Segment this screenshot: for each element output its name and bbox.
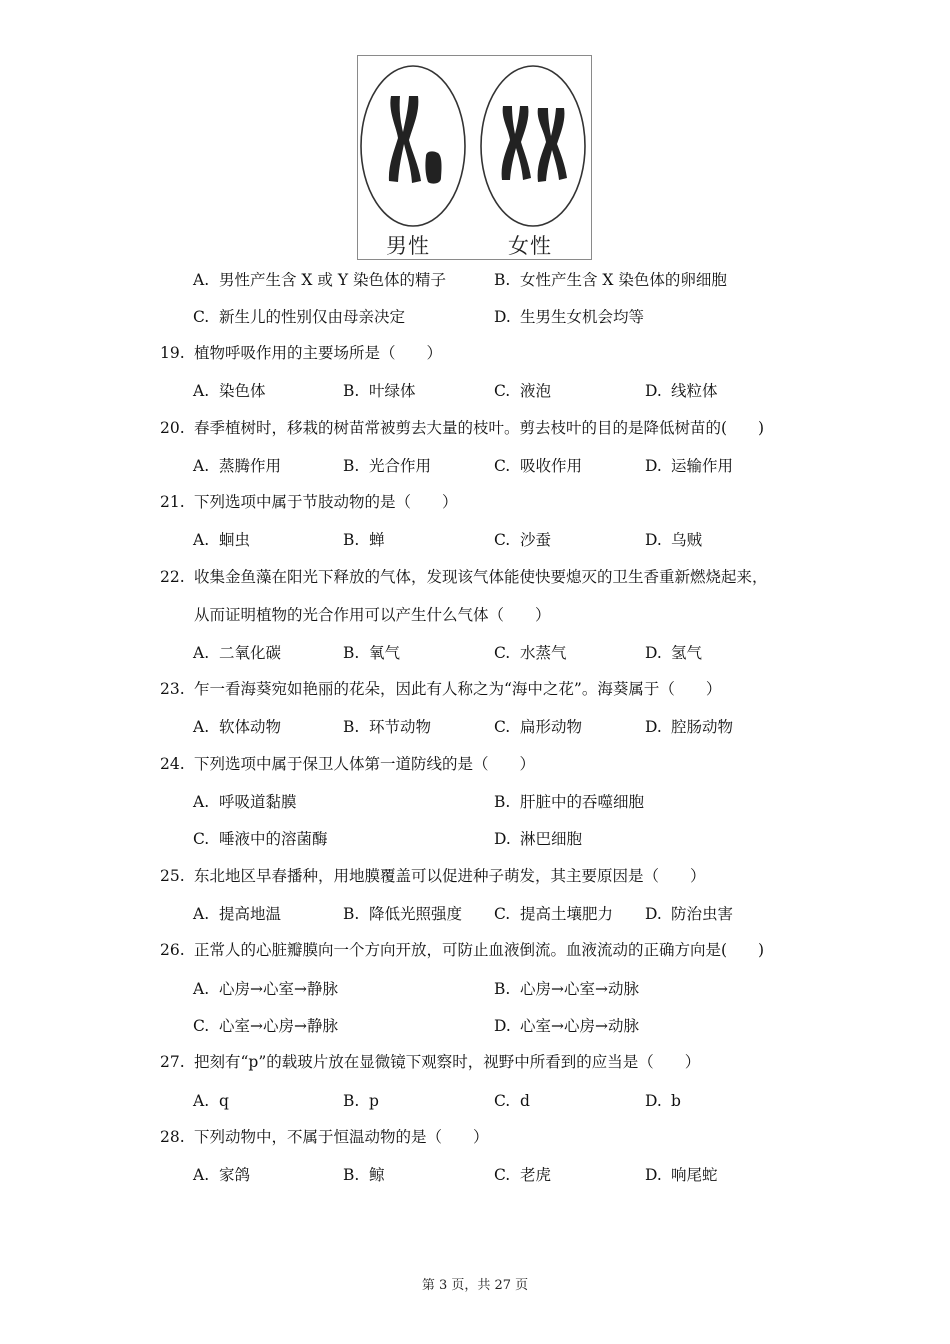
female-x-chromosome-1	[502, 106, 531, 180]
female-cell-outline	[481, 66, 585, 226]
q27-option-d[interactable]: D. b	[645, 1092, 681, 1110]
q19-option-c[interactable]: C. 液泡	[494, 382, 552, 400]
q18-option-a[interactable]: A. 男性产生含 X 或 Y 染色体的精子	[193, 271, 446, 289]
q21-option-b[interactable]: B. 蝉	[343, 531, 385, 549]
q19-option-d[interactable]: D. 线粒体	[645, 382, 718, 400]
q24-option-c[interactable]: C. 唾液中的溶菌酶	[193, 830, 328, 848]
male-x-chromosome	[389, 96, 421, 183]
q25-option-a[interactable]: A. 提高地温	[193, 905, 282, 923]
q26-option-d[interactable]: D. 心室→心房→动脉	[494, 1017, 639, 1035]
page-footer: 第 3 页，共 27 页	[421, 1278, 529, 1293]
q22-option-a[interactable]: A. 二氧化碳	[193, 644, 282, 662]
q25-option-b[interactable]: B. 降低光照强度	[343, 905, 463, 923]
q22-option-c[interactable]: C. 水蒸气	[494, 644, 567, 662]
q28-option-a[interactable]: A. 家鸽	[193, 1166, 251, 1184]
q18-option-d[interactable]: D. 生男生女机会均等	[494, 308, 645, 326]
q20-option-a[interactable]: A. 蒸腾作用	[193, 457, 282, 475]
q21-option-d[interactable]: D. 乌贼	[645, 531, 703, 549]
q21-option-c[interactable]: C. 沙蚕	[494, 531, 552, 549]
q27-option-c[interactable]: C. d	[494, 1092, 530, 1110]
q27-option-a[interactable]: A. q	[193, 1092, 229, 1110]
q20-option-c[interactable]: C. 吸收作用	[494, 457, 583, 475]
q20-option-b[interactable]: B. 光合作用	[343, 457, 432, 475]
female-label: 女性	[508, 234, 552, 258]
q20-option-d[interactable]: D. 运输作用	[645, 457, 734, 475]
female-x-chromosome-2	[538, 108, 567, 182]
q22-option-b[interactable]: B. 氧气	[343, 644, 401, 662]
q18-option-c[interactable]: C. 新生儿的性别仅由母亲决定	[193, 308, 406, 326]
q23-option-a[interactable]: A. 软体动物	[193, 718, 282, 736]
q27-option-b[interactable]: B. p	[343, 1092, 379, 1110]
male-cell-outline	[361, 66, 465, 226]
q19-option-a[interactable]: A. 染色体	[193, 382, 266, 400]
q25-option-d[interactable]: D. 防治虫害	[645, 905, 734, 923]
q24-option-d[interactable]: D. 淋巴细胞	[494, 830, 583, 848]
q23-option-d[interactable]: D. 腔肠动物	[645, 718, 734, 736]
q26-option-c[interactable]: C. 心室→心房→静脉	[193, 1017, 338, 1035]
q23-option-c[interactable]: C. 扁形动物	[494, 718, 583, 736]
q25-option-c[interactable]: C. 提高土壤肥力	[494, 905, 614, 923]
male-label: 男性	[386, 234, 430, 258]
q23-option-b[interactable]: B. 环节动物	[343, 718, 432, 736]
male-y-chromosome	[425, 151, 441, 183]
q26-option-a[interactable]: A. 心房→心室→静脉	[193, 980, 338, 998]
q28-option-b[interactable]: B. 鲸	[343, 1166, 385, 1184]
chromosome-figure	[357, 55, 592, 260]
q21-option-a[interactable]: A. 蛔虫	[193, 531, 251, 549]
q28-option-c[interactable]: C. 老虎	[494, 1166, 552, 1184]
q18-option-b[interactable]: B. 女性产生含 X 染色体的卵细胞	[494, 271, 727, 289]
q26-option-b[interactable]: B. 心房→心室→动脉	[494, 980, 639, 998]
q28-option-d[interactable]: D. 响尾蛇	[645, 1166, 718, 1184]
q24-option-b[interactable]: B. 肝脏中的吞噬细胞	[494, 793, 645, 811]
q19-option-b[interactable]: B. 叶绿体	[343, 382, 416, 400]
q24-option-a[interactable]: A. 呼吸道黏膜	[193, 793, 297, 811]
q22-option-d[interactable]: D. 氢气	[645, 644, 703, 662]
